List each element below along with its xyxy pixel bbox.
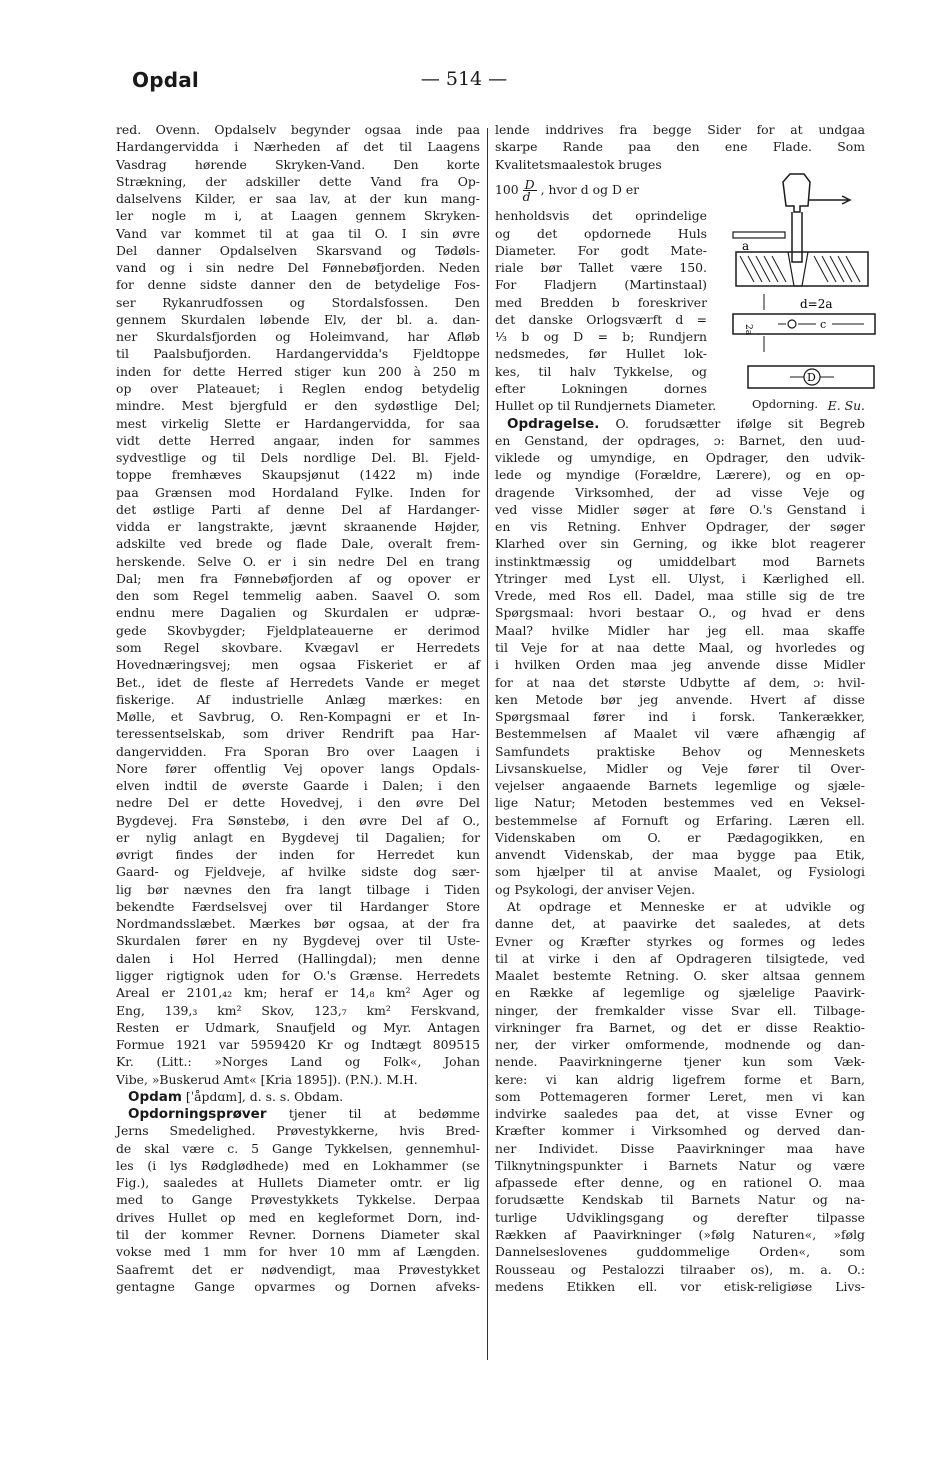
text-line: drives Hullet op med en kegleformet Dorn, ind- bbox=[116, 1209, 480, 1225]
fraction-denominator: d bbox=[522, 188, 531, 204]
entry-opdorningsprover: Opdorningsprøver tjener til at bedømme bbox=[128, 1106, 480, 1123]
text-line: ner, der virker omformende, modnende og dan- bbox=[495, 1037, 865, 1053]
text-line: sydvestlige og til Dels nordlige Del. Bl. Fjeld- bbox=[116, 450, 480, 466]
text-line: og det opdornede Huls bbox=[495, 225, 707, 241]
hole-profile bbox=[788, 252, 808, 286]
text-line: vidt dette Herred angaar, inden for sammes bbox=[116, 432, 480, 448]
text-line: Bestemmelsen af Maalet vil være afhængig af bbox=[495, 726, 865, 742]
text-line: øvrigt findes der inden for Herredet kun bbox=[116, 847, 480, 863]
text-line: ler nogle m i, at Laagen gennem Skryken- bbox=[116, 208, 480, 224]
entry-opdam: Opdam [ˈåpdɑm], d. s. s. Obdam. bbox=[128, 1088, 344, 1105]
text-line: den som Regel temmelig aaben. Saavel O. som bbox=[116, 588, 480, 604]
figure-caption: Opdorning. bbox=[752, 397, 819, 411]
formula-suffix: , hvor d og D er bbox=[540, 182, 640, 198]
text-line: Nordmandsslæbet. Mærkes bør ogsaa, at der fra bbox=[116, 916, 480, 932]
text-line: i hvilken Orden maa jeg anvende disse Midler bbox=[495, 657, 865, 673]
text-line: Rækken af Paavirkninger (»følg Naturen«, »følg bbox=[495, 1227, 865, 1243]
text-line: Maal? hvilke Midler har jeg ell. maa skaffe bbox=[495, 622, 865, 638]
text-line: Jerns Smedelighed. Prøvestykkerne, hvis Bred- bbox=[116, 1123, 480, 1139]
text-line: Hardangervidda i Nærheden af det til Laagens bbox=[116, 139, 480, 155]
text-line: At opdrage et Menneske er at udvikle og bbox=[507, 898, 865, 914]
text-line: til Veje for at naa dette Maal, og hvorledes og bbox=[495, 639, 865, 655]
text-line: bestemmelse af Fornuft og Erfaring. Læren ell. bbox=[495, 812, 865, 828]
text-line: vand og i sin nedre Del Fønnebøfjorden. Neden bbox=[116, 260, 480, 276]
column-divider bbox=[487, 128, 488, 1360]
text-line: Mølle, et Savbrug, O. Ren-Kompagni er et In- bbox=[116, 709, 480, 725]
text-line: Spørgsmaal: hvori bestaar O., og hvad er dens bbox=[495, 605, 865, 621]
formula-prefix: 100 bbox=[495, 182, 519, 198]
text-line: en vis Retning. Enhver Opdrager, der søger bbox=[495, 519, 865, 535]
label-d2a: d=2a bbox=[800, 297, 833, 311]
text-line: riale bør Tallet være 150. bbox=[495, 260, 707, 276]
formula-fraction bbox=[522, 176, 537, 204]
text-line: som hjælper til at anvise Maalet, og Fysiologi bbox=[495, 864, 865, 880]
text-line: red. Ovenn. Opdalselv begynder ogsaa inde paa bbox=[116, 122, 480, 137]
text-line: Videnskaben om O. er Pædagogikken, en bbox=[495, 829, 865, 845]
text-line: til der kommer Revner. Dornens Diameter skal bbox=[116, 1227, 480, 1242]
text-line: Tilknytningspunkter i Barnets Natur og være bbox=[495, 1157, 865, 1173]
formula-line bbox=[495, 173, 717, 208]
text-line: afpassede efter denne, og en rationel O. maa bbox=[495, 1175, 865, 1191]
text-line: les (i lys Rødglødhede) med en Lokhammer (se bbox=[116, 1157, 480, 1173]
text-line: og Psykologi, der anviser Vejen. bbox=[495, 881, 696, 897]
text-line: teressentselskab, som driver Rendrift paa Har- bbox=[116, 726, 480, 742]
text-line: Samfundets praktiske Behov og Menneskets bbox=[495, 743, 865, 759]
text-line: gentagne Gange opvarmes og Dornen afveks- bbox=[116, 1278, 480, 1294]
text-line: elven indtil de øverste Gaarde i Dalen; i den bbox=[116, 778, 480, 794]
text-line: ligger rigtignok uden for O.'s Grænse. Herredets bbox=[116, 968, 480, 984]
workpiece-top bbox=[733, 232, 785, 238]
text-line: endnu mere Dagalien og Skurdalen er udpræ- bbox=[116, 605, 480, 621]
text-line: de skal være c. 5 Gange Tykkelsen, gennemhul- bbox=[116, 1140, 480, 1156]
punch-shaft bbox=[792, 212, 802, 262]
text-line: med to Gange Prøvestykkets Tykkelse. Derpaa bbox=[116, 1192, 480, 1208]
text-line: paa Grænsen mod Hordaland Fylke. Inden for bbox=[116, 484, 480, 500]
text-line: en Række af legemlige og sjælelige Paavirk- bbox=[495, 985, 865, 1001]
text-line: efter Lokningen dornes bbox=[495, 381, 707, 396]
text-line: inden for dette Herred stiger kun 200 à 250 m bbox=[116, 363, 480, 379]
text-line: som Pottemageren former Leret, men vi kan bbox=[495, 1088, 865, 1104]
text-line: forudsætte Kendskab til Barnets Natur og na- bbox=[495, 1192, 865, 1208]
text-line: lede og myndige (Forældre, Lærere), og en op- bbox=[495, 467, 865, 483]
text-line: Kr. (Litt.: »Norges Land og Folk«, Johan bbox=[116, 1054, 480, 1070]
text-line: ken Metode bør jeg anvende. Hvert af disse bbox=[495, 691, 865, 707]
text-line: vejelser angaaende Barnets legemlige og sjæle- bbox=[495, 778, 865, 794]
text-line: Vasdrag hørende Skryken-Vand. Den korte bbox=[116, 156, 480, 172]
text-line: Kræfter kommer i Virksomhed og derved dan- bbox=[495, 1123, 865, 1139]
text-line: for denne sidste danner den de betydelige Fos- bbox=[116, 277, 480, 293]
text-line: for at naa det største Udbytte af dem, ɔ: hvil- bbox=[495, 674, 865, 690]
text-line: ner Skurdalsfjorden og Holeimvand, har Afløb bbox=[116, 329, 480, 345]
fraction-numerator: D bbox=[524, 176, 535, 192]
label-c: c bbox=[820, 318, 827, 331]
section-hole bbox=[788, 320, 796, 328]
author-signature: E. Su. bbox=[827, 398, 865, 414]
text-line: lig bør nævnes den fra langt tilbage i Tiden bbox=[116, 881, 480, 897]
text-line: turlige Udviklingsgang og derefter tilpasse bbox=[495, 1209, 865, 1225]
text-line: Saafremt det er nødvendigt, maa Prøvestykket bbox=[116, 1261, 480, 1277]
text-line: Formue 1921 var 5959420 Kr og Indtægt 809515 bbox=[116, 1037, 480, 1053]
text-line: gennem Skurdalen løbende Elv, der bl. a. dan- bbox=[116, 311, 480, 327]
text-line: Dannelseslovenes guddommelige Orden«, som bbox=[495, 1244, 865, 1260]
text-line: henholdsvis det oprindelige bbox=[495, 208, 707, 224]
opdorning-figure bbox=[728, 170, 878, 420]
text-line: toppe fremhæves Skaupsjønut (1422 m) inde bbox=[116, 467, 480, 483]
text-line: dalselvens Kilder, er saa lav, at der kun mang- bbox=[116, 191, 480, 207]
text-line: herskende. Selve O. er i sin nedre Del en trang bbox=[116, 553, 480, 569]
label-D: D bbox=[807, 371, 816, 384]
text-line: instinktmæssig og umiddelbart mod Barnets bbox=[495, 553, 865, 569]
text-line: lige Natur; Metoden bestemmes ved en Veksel- bbox=[495, 795, 865, 811]
text-line: til at virke i den af Opdrageren tilsigtede, ved bbox=[495, 950, 865, 966]
text-line: Gaard- og Fjeldveje, af hvilke sidste dog sær- bbox=[116, 864, 480, 880]
text-line: Bet., idet de fleste af Herredets Vande er meget bbox=[116, 674, 480, 690]
text-line: mest virkelig Slette er Hardangervidda, for saa bbox=[116, 415, 480, 431]
entry-headword: Opdragelse. bbox=[507, 415, 600, 432]
label-a: a bbox=[742, 239, 750, 253]
left-column bbox=[116, 121, 480, 1295]
text-line: dangervidden. Fra Sporan Bro over Laagen i bbox=[116, 743, 480, 759]
text-line: nedsmedes, før Hullet lok- bbox=[495, 346, 707, 362]
text-line: bekendte Færdselsvej over til Hardanger Store bbox=[116, 898, 480, 914]
text-line: indvirke saaledes paa det, at visse Evner og bbox=[495, 1106, 865, 1122]
text-line: vidda er langstrakte, jævnt skraanende Højder, bbox=[116, 519, 480, 535]
text-line: Vand var kommet til at gaa til O. I sin øvre bbox=[116, 225, 480, 241]
text-line: som Regel skovbare. Kvægavl er Herredets bbox=[116, 639, 480, 655]
text-line: fiskerige. Af industrielle Anlæg mærkes: en bbox=[116, 691, 480, 707]
text-line: ner Individet. Disse Paavirkninger maa have bbox=[495, 1140, 865, 1156]
text-line: adskilte ved brede og flade Dale, overalt frem- bbox=[116, 536, 480, 552]
text-line: Dal; men fra Fønnebøfjorden af og opover er bbox=[116, 570, 480, 586]
text-line: medens Etikken ell. vor etisk-religiøse Livs- bbox=[495, 1278, 865, 1294]
text-line: vokse med 1 mm for hver 10 mm af Længden. bbox=[116, 1244, 480, 1260]
text-line: mindre. Mest bjergfuld er den sydøstlige Del; bbox=[116, 398, 480, 414]
text-line: med Bredden b foreskriver bbox=[495, 294, 707, 310]
text-line: ⅓ b og D = b; Rundjern bbox=[495, 329, 707, 345]
text-line: Rousseau og Pestalozzi tilraaber os), m. a. O.: bbox=[495, 1261, 865, 1277]
text-line: Vibe, »Buskerud Amt« [Kria 1895]). (P.N.). M.H. bbox=[116, 1071, 418, 1087]
text-line: nedre Del er dette Hovedvej, i den øvre Del bbox=[116, 795, 480, 811]
text-line: ninger, der fremkalder visse Svar ell. Tilbage- bbox=[495, 1002, 865, 1018]
text-line: det danske Orlogsværft d = bbox=[495, 311, 707, 327]
text-line: Areal er 2101,₄₂ km; heraf er 14,₈ km² Ager og bbox=[116, 985, 480, 1001]
text-line: Bygdevej. Fra Sønstebø, i den øvre Del af O., bbox=[116, 812, 480, 828]
text-line: Hovednæringsvej; men ogsaa Fiskeriet er af bbox=[116, 657, 480, 673]
entry-opdragelse: Opdragelse. O. forudsætter ifølge sit Begreb bbox=[507, 415, 865, 432]
text-line: Evner og Kræfter styrkes og formes og ledes bbox=[495, 933, 865, 949]
text-line: ved visse Midler søger at føre O.'s Genstand i bbox=[495, 501, 865, 517]
text-line: nende. Paavirkningerne tjener kun som Væk- bbox=[495, 1054, 865, 1070]
text-line: Vrede, med Ros ell. Dadel, maa stille sig de tre bbox=[495, 588, 865, 604]
text-line: virkninger fra Barnet, og det er disse Reaktio- bbox=[495, 1019, 865, 1035]
text-line: lende inddrives fra begge Sider for at undgaa bbox=[495, 122, 865, 137]
punch-tool bbox=[783, 174, 810, 212]
text-line: kere: vi kan aldrig ligefrem forme et Barn, bbox=[495, 1071, 865, 1087]
entry-headword: Opdorningsprøver bbox=[128, 1106, 267, 1123]
text-line: Kvalitetsmaalestok bruges bbox=[495, 156, 662, 172]
text-line: Diameter. For godt Mate- bbox=[495, 242, 707, 258]
text-line: skarpe Rande paa den ene Flade. Som bbox=[495, 139, 865, 155]
text-line: viklede og umyndige, en Opdrager, den udvik- bbox=[495, 450, 865, 466]
text-line: dragende Virksomhed, der ad visse Veje og bbox=[495, 484, 865, 500]
text-line: Nore fører offentlig Vej opover langs Opdals- bbox=[116, 760, 480, 776]
text-line: For Fladjern (Martinstaal) bbox=[495, 277, 707, 293]
entry-headword: Opdam bbox=[128, 1088, 182, 1105]
text-line: Eng, 139,₃ km² Skov, 123,₇ km² Ferskvand, bbox=[116, 1002, 480, 1018]
text-fragment: Hullet op til Rundjernets Diameter. bbox=[495, 398, 717, 414]
text-line: er nylig anlagt en Bygdevej til Dagalien; for bbox=[116, 829, 480, 845]
text-line: gede Skovbygder; Fjeldplateauerne er derimod bbox=[116, 622, 480, 638]
text-line: anvendt Videnskab, der maa bygge paa Etik, bbox=[495, 847, 865, 863]
text-line: til Paalsbufjorden. Hardangervidda's Fjeldtoppe bbox=[116, 346, 480, 362]
text-line: Maalet bestemte Retning. O. sker altsaa gennem bbox=[495, 968, 865, 984]
hatching bbox=[740, 256, 860, 282]
text-line: Fig.), saaledes at Hullets Diameter omtr. er lig bbox=[116, 1175, 480, 1191]
text-line: Skurdalen fører en ny Bygdevej over til Uste- bbox=[116, 933, 480, 949]
text-line: Strækning, der adskiller dette Vand fra Op- bbox=[116, 173, 480, 189]
text-line: Del danner Opdalselven Skarsvand og Tødøls- bbox=[116, 242, 480, 258]
text-line: Livsanskuelse, Midler og Veje fører til Over- bbox=[495, 760, 865, 776]
label-side: 2a bbox=[743, 324, 753, 336]
text-line: Klarhed over sin Gerning, og ikke blot reagerer bbox=[495, 536, 865, 552]
text-line: dalen i Hol Herred (Hallingdal); men denne bbox=[116, 950, 480, 966]
text-line: Resten er Udmark, Snaufjeld og Myr. Antagen bbox=[116, 1019, 480, 1035]
text-line: Ytringer med Lyst ell. Ulyst, i Kærlighed ell. bbox=[495, 570, 865, 586]
text-line: en Genstand, der opdrages, ɔ: Barnet, den uud- bbox=[495, 432, 865, 448]
running-head: Opdal bbox=[132, 68, 199, 92]
text-line: danne det, at paavirke det saaledes, at dets bbox=[495, 916, 865, 932]
text-line: ser Rykanrudfossen og Stordalsfossen. Den bbox=[116, 294, 480, 310]
text-line: kes, til halv Tykkelse, og bbox=[495, 363, 707, 379]
page-number: — 514 — bbox=[420, 68, 508, 90]
text-line: Spørgsmaal fører ind i forsk. Tankerækker, bbox=[495, 709, 865, 725]
text-line: op over Plateauet; i Reglen endog betydelig bbox=[116, 380, 480, 396]
text-line: det østlige Parti af denne Del af Hardanger- bbox=[116, 501, 480, 517]
